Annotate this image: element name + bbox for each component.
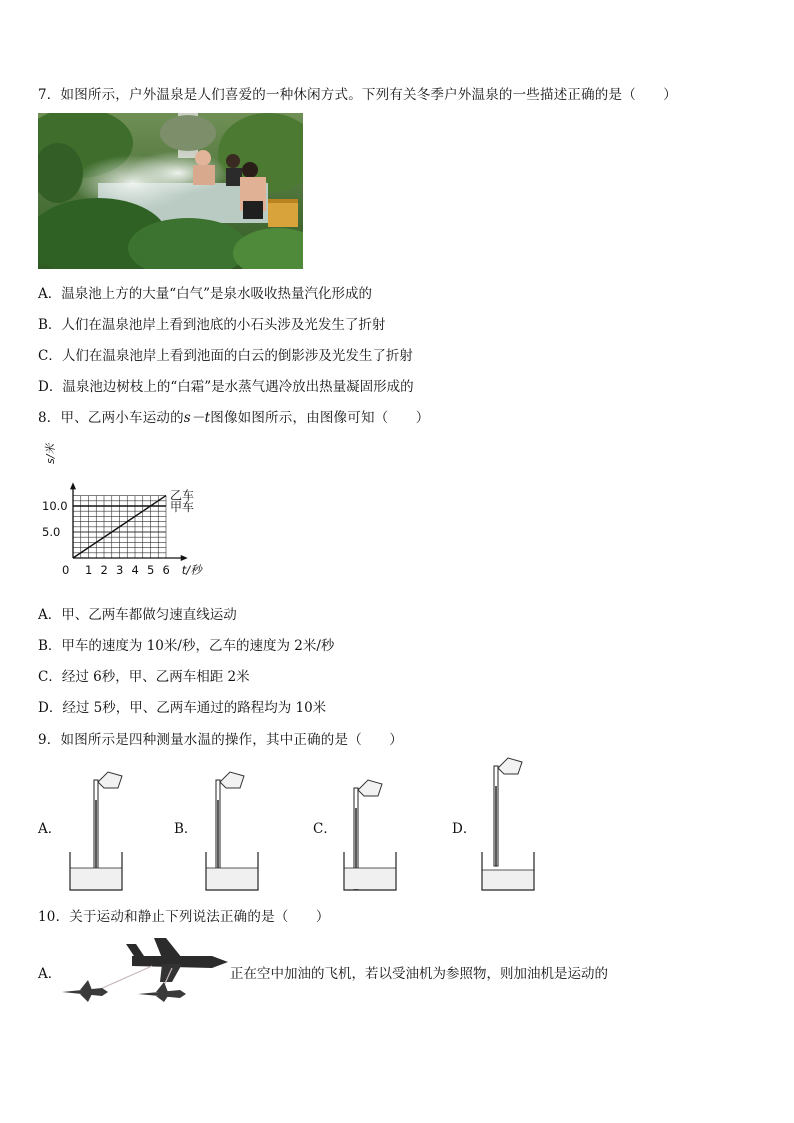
- q7-stem: 7．如图所示，户外温泉是人们喜爱的一种休闲方式。下列有关冬季户外温泉的一些描述正确的是（ ）: [38, 87, 677, 103]
- thermometer-figure-b: [198, 760, 268, 895]
- q8-stem-post: 图像如图所示，由图像可知（ ）: [210, 410, 430, 426]
- y-axis-label: s/米: [44, 443, 57, 464]
- thermometer-figure-d: [476, 756, 546, 891]
- origin-label: 0: [62, 563, 70, 577]
- series-label-jia: 甲车: [170, 500, 195, 514]
- q10-option-a-label: A．: [38, 966, 62, 982]
- y-tick-label: 5.0: [42, 525, 61, 539]
- st-graph-svg: [40, 440, 212, 585]
- q10-option-a-text: 正在空中加油的飞机，若以受油机为参照物，则加油机是运动的: [230, 966, 608, 982]
- x-tick-label: 5: [147, 563, 155, 577]
- q9-stem: 9．如图所示是四种测量水温的操作，其中正确的是（ ）: [38, 732, 403, 748]
- q9-label-c: C．: [313, 821, 337, 837]
- q10-stem: 10．关于运动和静止下列说法正确的是（ ）: [38, 909, 330, 925]
- x-tick-label: 2: [100, 563, 108, 577]
- st-graph: [40, 440, 212, 585]
- x-axis-label: t/秒: [181, 563, 202, 577]
- q8-stem: [38, 406, 429, 426]
- x-tick-label: 6: [162, 563, 170, 577]
- q8-stem-math: s－t: [183, 410, 211, 426]
- q8-option-d: D．经过 5秒，甲、乙两车通过的路程均为 10米: [38, 700, 327, 716]
- thermometer-figure-a: [62, 760, 132, 895]
- refueling-planes-image: [62, 932, 228, 1002]
- q7-option-b: B．人们在温泉池岸上看到池底的小石头涉及光发生了折射: [38, 317, 386, 333]
- y-axis-arrow: [70, 482, 76, 489]
- q8-option-c: C．经过 6秒，甲、乙两车相距 2米: [38, 669, 250, 685]
- series-label-yi: 乙车: [170, 488, 195, 503]
- y-tick-label: 10.0: [42, 499, 68, 513]
- x-tick-label: 4: [131, 563, 139, 577]
- q8-option-b: B．甲车的速度为 10米/秒，乙车的速度为 2米/秒: [38, 638, 335, 654]
- thermometer-figure-c: [336, 760, 406, 895]
- q8-stem-pre: 8．甲、乙两小车运动的: [38, 410, 184, 426]
- q7-option-d: D．温泉池边树枝上的“白霜”是水蒸气遇冷放出热量凝固形成的: [38, 379, 414, 395]
- q9-label-b: B．: [174, 821, 198, 837]
- hot-spring-photo: [38, 113, 303, 269]
- q7-option-a: A．温泉池上方的大量“白气”是泉水吸收热量汽化形成的: [38, 286, 373, 302]
- hot-spring-illustration: [38, 113, 303, 269]
- x-tick-label: 1: [85, 563, 93, 577]
- q9-label-d: D．: [452, 821, 477, 837]
- q7-option-c: C．人们在温泉池岸上看到池面的白云的倒影涉及光发生了折射: [38, 348, 413, 364]
- q9-label-a: A．: [38, 821, 62, 837]
- q8-option-a: A．甲、乙两车都做匀速直线运动: [38, 607, 237, 623]
- x-tick-label: 3: [116, 563, 124, 577]
- x-axis-arrow: [181, 555, 188, 561]
